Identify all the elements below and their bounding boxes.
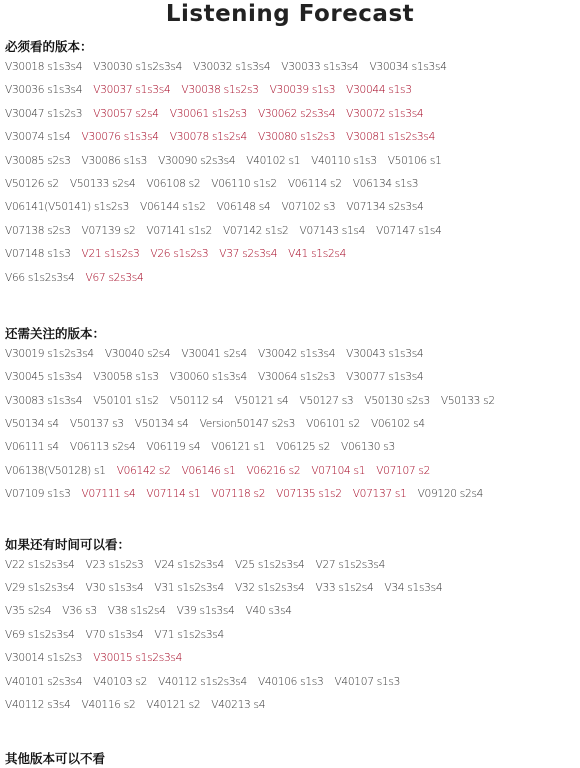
version-item: V40121 s2 <box>146 698 201 711</box>
version-row <box>5 413 576 436</box>
version-item: V30083 s1s3s4 <box>5 394 83 407</box>
version-item: V07148 s1s3 <box>5 248 71 261</box>
version-item-highlighted: V21 s1s2s3 <box>81 248 140 261</box>
version-item: V23 s1s2s3 <box>85 558 144 571</box>
version-item: V40101 s2s3s4 <box>5 675 83 688</box>
version-item-highlighted: V30078 s1s2s4 <box>169 131 247 144</box>
version-item: V07134 s2s3s4 <box>346 201 424 214</box>
version-item-highlighted: V30037 s1s3s4 <box>93 84 171 97</box>
version-item-highlighted: V30076 s1s3s4 <box>81 131 159 144</box>
version-item-highlighted: V07137 s1 <box>352 488 407 501</box>
version-item: V30064 s1s2s3 <box>257 371 336 384</box>
version-item: V30032 s1s3s4 <box>193 61 271 73</box>
version-item: V30047 s1s2s3 <box>5 107 83 120</box>
version-item: V32 s1s2s3s4 <box>234 582 305 595</box>
version-row <box>5 600 576 623</box>
version-item: V06130 s3 <box>341 441 395 454</box>
version-item-highlighted: V30072 s1s3s4 <box>346 107 424 120</box>
version-item-highlighted: V67 s2s3s4 <box>85 271 144 284</box>
section-heading: 其他版本可以不看 <box>5 751 106 767</box>
version-item: V33 s1s2s4 <box>315 582 374 595</box>
must-watch-section <box>5 38 576 290</box>
page-title: Listening Forecast <box>165 1 415 27</box>
version-row <box>5 577 576 600</box>
version-item-highlighted: V37 s2s3s4 <box>219 248 278 261</box>
version-item-highlighted: V07104 s1 <box>311 464 366 477</box>
version-item: V07138 s2s3 <box>5 224 71 237</box>
version-row <box>5 56 576 79</box>
version-item-highlighted: V30057 s2s4 <box>93 107 159 120</box>
version-item: V50130 s2s3 <box>364 394 430 407</box>
version-item: V50137 s3 <box>69 418 124 431</box>
version-item: V30085 s2s3 <box>5 154 71 167</box>
version-item: V50101 s1s2 <box>93 394 159 407</box>
version-list <box>5 554 576 718</box>
version-item: V40110 s1s3 <box>311 154 377 167</box>
version-item: V07109 s1s3 <box>5 488 71 501</box>
version-item: V30034 s1s3s4 <box>369 61 447 73</box>
version-item: V40112 s1s2s3s4 <box>158 675 247 688</box>
version-item: V06102 s4 <box>370 418 425 431</box>
version-item-highlighted: V06146 s1 <box>181 464 236 477</box>
version-item: V30090 s2s3s4 <box>158 154 236 167</box>
version-item: V06113 s2s4 <box>69 441 136 454</box>
version-item: V07102 s3 <box>281 201 336 214</box>
section-heading: 如果还有时间可以看： <box>5 536 131 552</box>
version-item: V24 s1s2s3s4 <box>154 558 224 571</box>
version-item-highlighted: V30015 s1s2s3s4 <box>93 652 183 665</box>
version-item-highlighted: V30081 s1s2s3s4 <box>346 131 436 144</box>
version-item: V50134 s4 <box>5 418 59 431</box>
version-item: V06134 s1s3 <box>352 177 419 190</box>
version-item: V30014 s1s2s3 <box>5 652 83 665</box>
version-item: V25 s1s2s3s4 <box>234 558 305 571</box>
version-item-highlighted: V26 s1s2s3 <box>150 248 209 261</box>
version-row <box>5 220 576 243</box>
section-heading: 还需关注的版本： <box>5 325 106 341</box>
version-item: V30042 s1s3s4 <box>257 347 336 360</box>
version-row <box>5 460 576 483</box>
version-item: V30036 s1s3s4 <box>5 84 83 97</box>
version-item: V30041 s2s4 <box>181 347 247 360</box>
version-item: V40116 s2 <box>81 698 136 711</box>
version-item: V06110 s1s2 <box>211 177 277 190</box>
section-heading: 必须看的版本： <box>5 39 93 54</box>
version-item: V27 s1s2s3s4 <box>315 558 386 571</box>
version-item-highlighted: V30039 s1s3 <box>269 84 336 97</box>
version-item: V30040 s2s4 <box>104 347 171 360</box>
version-item: V39 s1s3s4 <box>176 605 235 618</box>
version-item: V50126 s2 <box>5 177 59 190</box>
version-row <box>5 343 576 366</box>
version-item: V40103 s2 <box>93 675 148 688</box>
version-item-highlighted: V30061 s1s2s3 <box>169 107 247 120</box>
version-row <box>5 366 576 389</box>
version-row <box>5 483 576 506</box>
version-item: V30033 s1s3s4 <box>281 61 359 73</box>
version-item-highlighted: V07107 s2 <box>376 464 431 477</box>
version-row <box>5 436 576 459</box>
also-watch-section <box>5 325 576 507</box>
version-item: V40102 s1 <box>246 154 301 167</box>
version-item: V06144 s1s2 <box>140 201 206 214</box>
version-row <box>5 694 576 717</box>
version-item: V06141(V50141) s1s2s3 <box>5 201 130 214</box>
version-list <box>5 56 576 290</box>
version-item-highlighted: V41 s1s2s4 <box>288 248 347 261</box>
version-item: V35 s2s4 <box>5 605 52 618</box>
version-row <box>5 103 576 126</box>
version-row <box>5 79 576 102</box>
version-item: V30043 s1s3s4 <box>346 347 424 360</box>
others-section <box>5 750 576 768</box>
version-item: V50133 s2s4 <box>69 177 136 190</box>
version-row <box>5 390 576 413</box>
version-item: V50134 s4 <box>134 418 189 431</box>
version-item: V40112 s3s4 <box>5 698 71 711</box>
if-time-section <box>5 536 576 718</box>
version-item: V30086 s1s3 <box>81 154 148 167</box>
version-item: V30019 s1s2s3s4 <box>5 347 94 360</box>
version-item: V07143 s1s4 <box>299 224 366 237</box>
version-item: V66 s1s2s3s4 <box>5 271 75 284</box>
version-item: V50121 s4 <box>234 394 289 407</box>
version-row <box>5 554 576 577</box>
version-item: V70 s1s3s4 <box>85 628 144 641</box>
version-item: V06125 s2 <box>276 441 331 454</box>
version-item: V29 s1s2s3s4 <box>5 582 75 595</box>
version-item: V34 s1s3s4 <box>384 582 443 595</box>
version-item: V30060 s1s3s4 <box>169 371 247 384</box>
version-item: V38 s1s2s4 <box>107 605 166 618</box>
version-item: V06101 s2 <box>306 418 360 431</box>
version-item: V50133 s2 <box>440 394 495 407</box>
version-list <box>5 343 576 507</box>
version-item: Version50147 s2s3 <box>199 418 296 431</box>
version-item-highlighted: V30038 s1s2s3 <box>181 84 259 97</box>
version-item: V09120 s2s4 <box>417 488 484 501</box>
version-item: V30058 s1s3 <box>93 371 159 384</box>
version-item: V30018 s1s3s4 <box>5 61 83 73</box>
version-item: V69 s1s2s3s4 <box>5 628 75 641</box>
version-row <box>5 126 576 149</box>
version-row <box>5 173 576 196</box>
version-row <box>5 150 576 173</box>
version-item-highlighted: V06216 s2 <box>246 464 301 477</box>
version-item: V40106 s1s3 <box>257 675 324 688</box>
version-item: V07139 s2 <box>81 224 136 237</box>
version-item: V40107 s1s3 <box>334 675 401 688</box>
version-item: V06148 s4 <box>216 201 271 214</box>
version-item-highlighted: V07111 s4 <box>81 488 136 501</box>
version-item: V30045 s1s3s4 <box>5 371 83 384</box>
version-row <box>5 196 576 219</box>
version-item: V50106 s1 <box>387 154 442 167</box>
version-item: V22 s1s2s3s4 <box>5 558 75 571</box>
version-item: V06138(V50128) s1 <box>5 464 106 477</box>
version-item-highlighted: V07118 s2 <box>211 488 266 501</box>
version-item-highlighted: V07135 s1s2 <box>276 488 342 501</box>
version-item: V40213 s4 <box>211 698 266 711</box>
version-item: V06111 s4 <box>5 441 59 454</box>
version-item: V30 s1s3s4 <box>85 582 144 595</box>
version-item-highlighted: V07114 s1 <box>146 488 201 501</box>
version-item: V50112 s4 <box>169 394 224 407</box>
version-item: V07141 s1s2 <box>146 224 212 237</box>
version-item: V40 s3s4 <box>245 605 292 618</box>
version-row <box>5 671 576 694</box>
version-item: V06119 s4 <box>146 441 201 454</box>
version-item-highlighted: V06142 s2 <box>116 464 171 477</box>
version-row <box>5 647 576 670</box>
version-item: V36 s3 <box>62 605 97 618</box>
version-item: V30030 s1s2s3s4 <box>93 61 183 73</box>
version-row <box>5 267 576 290</box>
version-item: V50127 s3 <box>299 394 354 407</box>
version-item: V30074 s1s4 <box>5 131 71 144</box>
version-item: V06114 s2 <box>287 177 342 190</box>
version-item: V06108 s2 <box>146 177 201 190</box>
version-item: V06121 s1 <box>211 441 266 454</box>
version-item: V07147 s1s4 <box>376 224 442 237</box>
version-item-highlighted: V30080 s1s2s3 <box>257 131 336 144</box>
version-item-highlighted: V30044 s1s3 <box>346 84 412 97</box>
version-item: V07142 s1s2 <box>222 224 289 237</box>
version-item: V30077 s1s3s4 <box>346 371 424 384</box>
version-row <box>5 624 576 647</box>
version-item: V71 s1s2s3s4 <box>154 628 224 641</box>
version-item-highlighted: V30062 s2s3s4 <box>257 107 336 120</box>
version-row <box>5 243 576 266</box>
version-item: V31 s1s2s3s4 <box>154 582 224 595</box>
